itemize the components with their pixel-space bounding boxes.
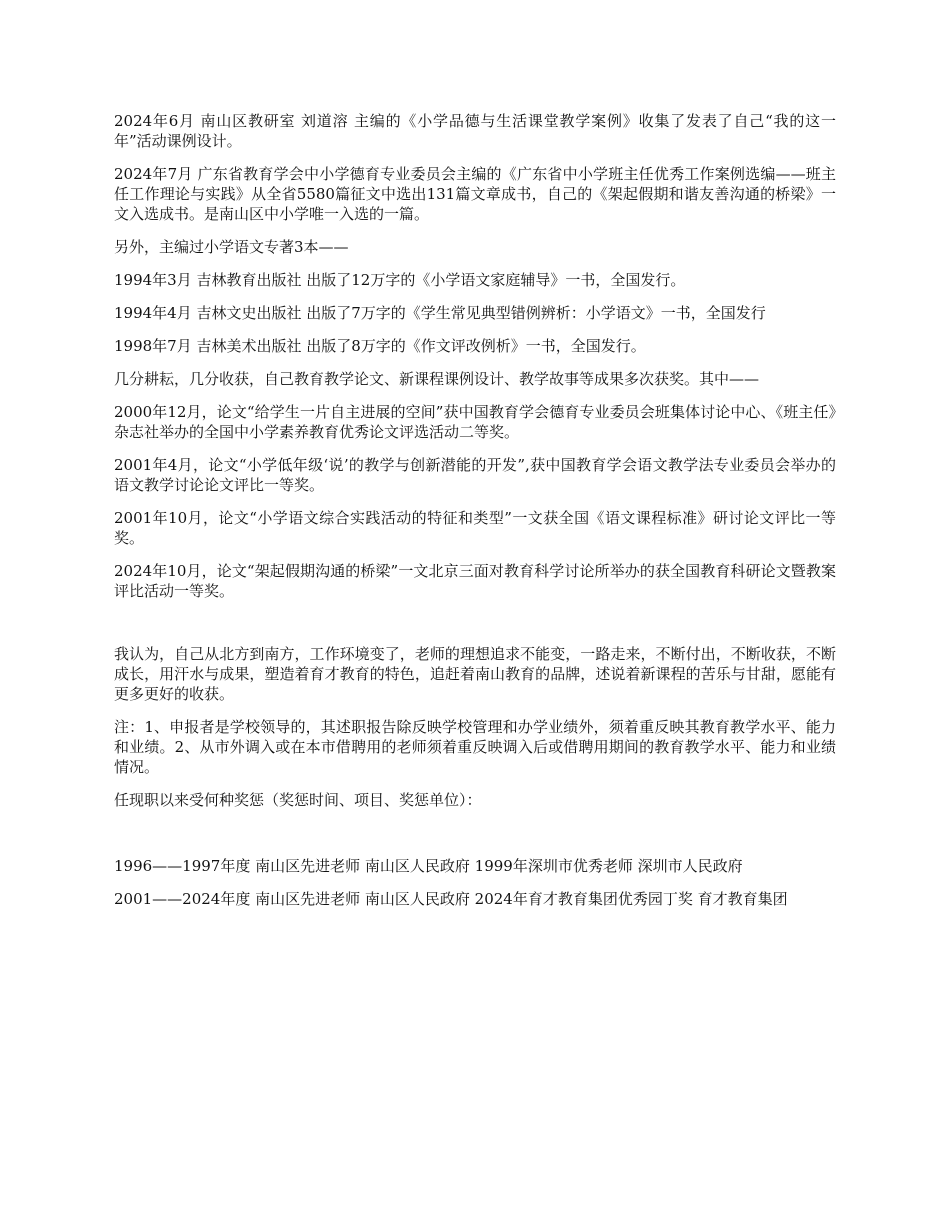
paragraph-honor-2001-2024: 2001——2024年度 南山区先进老师 南山区人民政府 2024年育才教育集团优秀园丁奖 育才教育集团 <box>114 890 788 908</box>
document-body <box>114 111 836 922</box>
paragraph-award-2000-dec: 2000年12月，论文“给学生一片自主进展的空间”获中国教育学会德育专业委员会班集体讨论中心、《班主任》杂志社举办的全国中小学素养教育优秀论文评选活动二等奖。 <box>114 403 836 441</box>
paragraph-award-2024-oct: 2024年10月，论文“架起假期沟通的桥梁”一文北京三面对教育科学讨论所举办的获全国教育科研论文暨教案评比活动一等奖。 <box>114 562 836 600</box>
paragraph-awards-question: 任现职以来受何种奖惩（奖惩时间、项目、奖惩单位）： <box>114 791 482 809</box>
paragraph-award-2001-april: 2001年4月，论文“小学低年级‘说’的教学与创新潜能的开发”,获中国教育学会语文教学法专业委员会举办的语文教学讨论论文评比一等奖。 <box>114 456 836 494</box>
section-gap <box>114 823 836 856</box>
section-gap <box>114 614 836 644</box>
paragraph-books-intro: 另外，主编过小学语文专著3本—— <box>114 238 349 256</box>
paragraph-award-2001-oct: 2001年10月，论文“小学语文综合实践活动的特征和类型”一文获全国《语文课程标准》研讨论文评比一等奖。 <box>114 509 836 547</box>
paragraph-awards-intro: 几分耕耘，几分收获，自己教育教学论文、新课程课例设计、教学故事等成果多次获奖。其中—— <box>114 370 760 388</box>
paragraph-book-1994-march: 1994年3月 吉林教育出版社 出版了12万字的《小学语文家庭辅导》一书，全国发行。 <box>114 271 686 289</box>
paragraph-book-1998-july: 1998年7月 吉林美术出版社 出版了8万字的《作文评改例析》一书，全国发行。 <box>114 337 646 355</box>
paragraph-note: 注：1、申报者是学校领导的，其述职报告除反映学校管理和办学业绩外，须着重反映其教育教学水平、能力和业绩。2、从市外调入或在本市借聘用的老师须着重反映调入后或借聘用期间的教育教学水平、能力和业绩情况。 <box>114 718 836 776</box>
paragraph-book-1994-april: 1994年4月 吉林文史出版社 出版了7万字的《学生常见典型错例辨析：小学语文》一书，全国发行 <box>114 304 766 322</box>
paragraph-2024-july-selection: 2024年7月 广东省教育学会中小学德育专业委员会主编的《广东省中小学班主任优秀工作案例选编——班主任工作理论与实践》从全省5580篇征文中选出131篇文章成书，自己的《架起假期和谐友善沟通的桥梁》一文入选成书。是南山区中小学唯一入选的一篇。 <box>114 165 836 223</box>
paragraph-reflection: 我认为，自己从北方到南方，工作环境变了，老师的理想追求不能变，一路走来，不断付出，不断收获，不断成长，用汗水与成果，塑造着育才教育的特色，追赶着南山教育的品牌，述说着新课程的苦乐与甘甜，愿能有更多更好的收获。 <box>114 645 836 703</box>
paragraph-2024-june-case: 2024年6月 南山区教研室 刘道溶 主编的《小学品德与生活课堂教学案例》收集了发表了自己“我的这一年”活动课例设计。 <box>114 112 836 150</box>
paragraph-honor-1996-1997: 1996——1997年度 南山区先进老师 南山区人民政府 1999年深圳市优秀老师 深圳市人民政府 <box>114 857 743 875</box>
